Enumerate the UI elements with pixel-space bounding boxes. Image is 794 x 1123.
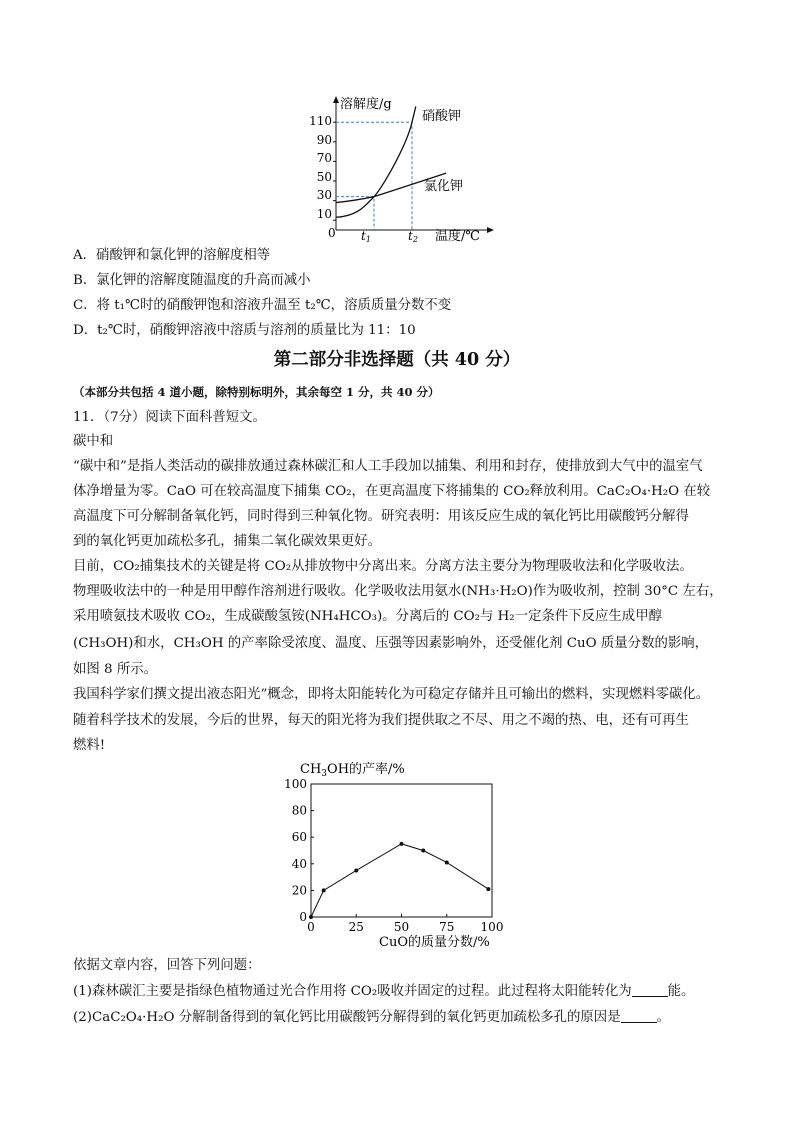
paragraph-line: 我国科学家们撰文提出液态阳光”概念，即将太阳能转化为可稳定存储并且可输出的燃料，实现燃料零碳化。 xyxy=(73,687,710,702)
y-tick-label: 60 xyxy=(291,830,307,845)
x-tick-label: 25 xyxy=(348,920,364,934)
sub-question-1-end: 能。 xyxy=(667,984,695,999)
data-point xyxy=(309,915,313,919)
yield-chart xyxy=(280,758,520,954)
y-tick-label: 10 xyxy=(316,207,332,221)
x-axis-arrow xyxy=(487,227,494,233)
option-c: C．将 t₁℃时的硝酸钾饱和溶液升温至 t₂℃，溶质质量分数不变 xyxy=(73,298,452,313)
sub-question-2-text: (2)CaC₂O₄·H₂O 分解制备得到的氧化钙比用碳酸钙分解得到的氧化钙更加疏松多孔的原因是 xyxy=(73,1010,621,1025)
y-tick-label: 20 xyxy=(291,883,307,898)
paragraph-line: 燃料! xyxy=(73,738,106,753)
option-b: B．氯化钾的溶解度随温度的升高而减小 xyxy=(73,273,311,288)
data-point xyxy=(421,849,425,853)
data-point xyxy=(486,887,490,891)
paragraph-line: 随着科学技术的发展，今后的世界，每天的阳光将为我们提供取之不尽、用之不竭的热、电，还有可再生 xyxy=(73,713,689,728)
solubility-chart xyxy=(300,92,500,244)
data-point xyxy=(322,888,326,892)
answer-intro: 依据文章内容，回答下列问题： xyxy=(73,958,261,973)
sub-question-1 xyxy=(73,982,694,1002)
y-axis-arrow xyxy=(333,96,339,103)
y-axis-label: 溶解度/g xyxy=(340,97,392,112)
option-a: A．硝酸钾和氯化钾的溶解度相等 xyxy=(73,248,271,263)
x-tick-label-t1: t1 xyxy=(361,229,371,244)
y-tick-label: 0 xyxy=(299,910,307,924)
sub-question-2 xyxy=(73,1008,670,1028)
paragraph-line: 体净增量为零。CaO 可在较高温度下捕集 CO₂，在更高温度下将捕集的 CO₂释放利用。CaC₂O₄·H₂O 在较 xyxy=(73,484,711,499)
sub-question-2-end: 。 xyxy=(656,1010,670,1025)
paragraph-line: (CH₃OH)和水，CH₃OH 的产率除受浓度、温度、压强等因素影响外，还受催化剂 CuO 质量分数的影响， xyxy=(73,636,709,651)
curve-label-kno3: 硝酸钾 xyxy=(422,109,462,124)
part2-note: （本部分共包括 4 道小题，除特别标明外，其余每空 1 分，共 40 分） xyxy=(73,385,440,399)
part2-title: 第二部分非选择题（共 40 分） xyxy=(273,350,521,370)
x-tick-label: 75 xyxy=(439,920,455,934)
paragraph-line: “碳中和”是指人类活动的碳排放通过森林碳汇和人工手段加以捕集、利用和封存，使排放到大气中的温室气 xyxy=(73,459,703,474)
series-line xyxy=(311,844,488,917)
paragraph-line: 高温度下可分解制备氧化钙，同时得到三种氧化物。研究表明：用该反应生成的氧化钙比用碳酸钙分解得 xyxy=(73,509,689,524)
y-tick-label: 40 xyxy=(291,856,307,871)
x-tick-label: 0 xyxy=(307,920,315,934)
answer-blank[interactable] xyxy=(621,1008,657,1023)
y-tick-label: 70 xyxy=(316,151,332,165)
origin-label: 0 xyxy=(328,226,336,240)
paragraph-line: 如图 8 所示。 xyxy=(73,662,157,677)
data-point xyxy=(354,868,358,872)
x-axis-label: 温度/℃ xyxy=(435,229,480,244)
q11-heading: 碳中和 xyxy=(73,434,114,449)
option-d: D．t₂℃时，硝酸钾溶液中溶质与溶剂的质量比为 11：10 xyxy=(73,323,416,338)
data-point xyxy=(400,842,404,846)
chart2-title: $CH_3OH$的产率/% xyxy=(300,762,405,779)
y-tick-label: 90 xyxy=(316,133,332,147)
chart2-marks xyxy=(284,777,503,934)
y-tick-label: 100 xyxy=(284,777,307,791)
sub-question-1-text: (1)森林碳汇主要是指绿色植物通过光合作用将 CO₂吸收并固定的过程。此过程将太阳能转化为 xyxy=(73,984,632,999)
paragraph-line: 采用喷氨技术吸收 CO₂，生成碳酸氢铵(NH₄HCO₃)。分离后的 CO₂与 H₂一定条件下反应生成甲醇 xyxy=(73,609,662,624)
paragraph-line: 到的氧化钙更加疏松多孔，捕集二氧化碳效果更好。 xyxy=(73,534,381,549)
data-point xyxy=(445,860,449,864)
plot-frame xyxy=(311,784,492,917)
y-tick-label: 50 xyxy=(316,170,332,184)
y-tick-label: 110 xyxy=(309,114,332,128)
paragraph-line: 目前，CO₂捕集技术的关键是将 CO₂从排放物中分离出来。分离方法主要分为物理吸收法和化学吸收法。 xyxy=(73,559,693,574)
paragraph-line: 物理吸收法中的一种是用甲醇作溶剂进行吸收。化学吸收法用氨水(NH₃·H₂O)作为吸收剂，控制 30°C 左右， xyxy=(73,584,723,599)
x-axis-label: CuO的质量分数/% xyxy=(379,935,490,950)
x-tick-label: 50 xyxy=(393,920,410,934)
curve-label-kcl: 氯化钾 xyxy=(424,179,464,194)
y-tick-label: 30 xyxy=(316,188,332,202)
y-tick-label: 80 xyxy=(291,803,307,818)
q11-stem: 11．（7分）阅读下面科普短文。 xyxy=(73,410,266,425)
x-tick-label-t2: t2 xyxy=(408,229,418,244)
chart1-marks xyxy=(333,107,446,230)
answer-blank[interactable] xyxy=(632,982,668,997)
x-tick-label: 100 xyxy=(480,920,504,934)
